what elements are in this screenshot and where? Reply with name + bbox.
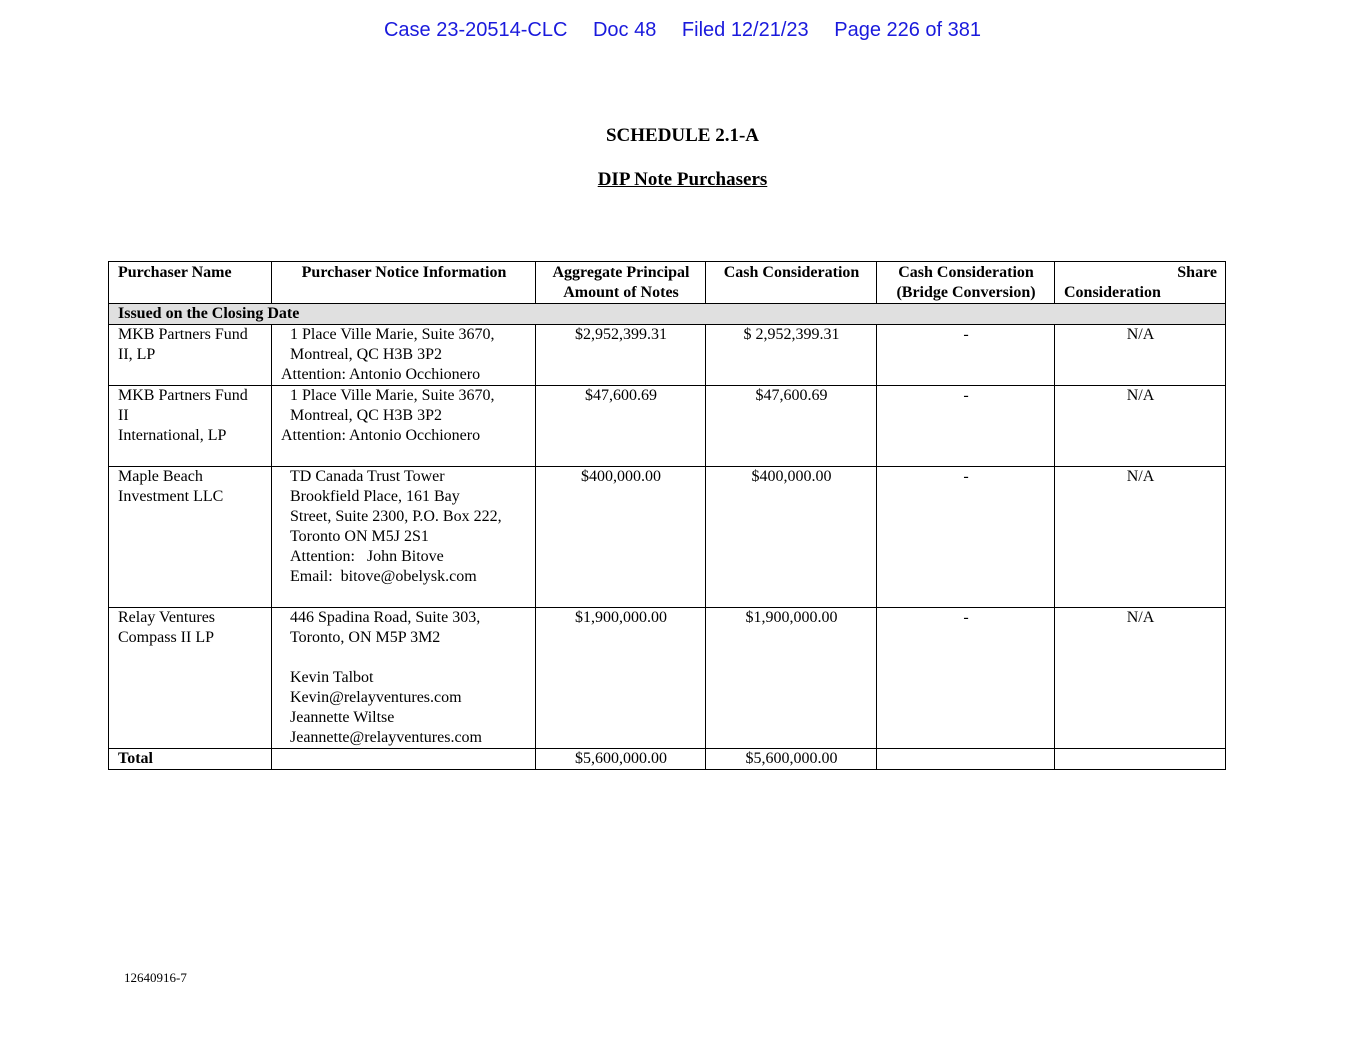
purchasers-table (108, 261, 1226, 770)
notice-line: Attention: John Bitove (290, 548, 444, 565)
case-number: Case 23-20514-CLC (383, 19, 568, 41)
notice-line: Kevin@relayventures.com (290, 689, 462, 706)
notice-line: Montreal, QC H3B 3P2 (290, 346, 442, 363)
header-cash-bridge-line2: (Bridge Conversion) (896, 284, 1036, 301)
notice-line: Toronto, ON M5P 3M2 (290, 629, 441, 646)
blank-line (290, 648, 527, 668)
name-line: Maple Beach (118, 468, 203, 485)
header-share-line1: Share (1177, 264, 1217, 281)
aggregate-amount: $1,900,000.00 (536, 608, 706, 749)
header-aggregate-line2: Amount of Notes (563, 284, 679, 301)
document-id: 12640916-7 (124, 970, 187, 985)
doc-number: Doc 48 (592, 19, 657, 41)
purchaser-name (109, 608, 272, 749)
total-empty-notice (272, 749, 536, 770)
total-row (109, 749, 1226, 770)
notice-line: Street, Suite 2300, P.O. Box 222, (290, 508, 502, 525)
header-cash-bridge-line1: Cash Consideration (898, 264, 1034, 281)
notice-line: 1 Place Ville Marie, Suite 3670, (290, 326, 495, 343)
notice-info (272, 386, 536, 467)
share-consideration: N/A (1055, 325, 1226, 386)
case-header (0, 19, 1365, 42)
name-line: MKB Partners Fund (118, 326, 248, 343)
cash-bridge: - (877, 386, 1055, 467)
header-cash-bridge (877, 262, 1055, 304)
cash-consideration: $400,000.00 (706, 467, 877, 608)
section-label: Issued on the Closing Date (109, 304, 1226, 325)
aggregate-amount: $2,952,399.31 (536, 325, 706, 386)
header-share (1055, 262, 1226, 304)
notice-line: TD Canada Trust Tower (290, 468, 445, 485)
name-line: Compass II LP (118, 629, 214, 646)
aggregate-amount: $400,000.00 (536, 467, 706, 608)
name-line: Investment LLC (118, 488, 224, 505)
notice-info (272, 325, 536, 386)
notice-line: 446 Spadina Road, Suite 303, (290, 609, 481, 626)
header-share-line2: Consideration (1064, 284, 1161, 301)
subtitle-text: DIP Note Purchasers (597, 169, 768, 190)
purchaser-name (109, 467, 272, 608)
notice-line: Jeannette@relayventures.com (290, 729, 482, 746)
header-aggregate (536, 262, 706, 304)
name-line: MKB Partners Fund (118, 387, 248, 404)
notice-info (272, 608, 536, 749)
table-row (109, 467, 1226, 608)
notice-line: Brookfield Place, 161 Bay (290, 488, 460, 505)
filed-date: Filed 12/21/23 (681, 19, 809, 41)
notice-line: Montreal, QC H3B 3P2 (290, 407, 442, 424)
notice-line: 1 Place Ville Marie, Suite 3670, (290, 387, 495, 404)
share-consideration: N/A (1055, 608, 1226, 749)
name-line: II (118, 407, 129, 424)
table-row (109, 386, 1226, 467)
table-row (109, 325, 1226, 386)
notice-line: Jeannette Wiltse (290, 709, 395, 726)
header-cash: Cash Consideration (706, 262, 877, 304)
cash-bridge: - (877, 467, 1055, 608)
total-empty-bridge (877, 749, 1055, 770)
total-label: Total (109, 749, 272, 770)
purchaser-name (109, 386, 272, 467)
cash-bridge: - (877, 325, 1055, 386)
cash-bridge: - (877, 608, 1055, 749)
notice-info (272, 467, 536, 608)
cash-consideration: $ 2,952,399.31 (706, 325, 877, 386)
section-row (109, 304, 1226, 325)
notice-line: Kevin Talbot (290, 669, 374, 686)
notice-line: Email: bitove@obelysk.com (290, 568, 477, 585)
name-line: II, LP (118, 346, 156, 363)
schedule-subtitle (0, 169, 1365, 191)
notice-line: Toronto ON M5J 2S1 (290, 528, 429, 545)
name-line: Relay Ventures (118, 609, 216, 626)
page-number: Page 226 of 381 (834, 19, 982, 41)
aggregate-amount: $47,600.69 (536, 386, 706, 467)
header-purchaser-name: Purchaser Name (109, 262, 272, 304)
purchaser-name (109, 325, 272, 386)
cash-consideration: $1,900,000.00 (706, 608, 877, 749)
total-aggregate: $5,600,000.00 (536, 749, 706, 770)
total-empty-share (1055, 749, 1226, 770)
total-cash: $5,600,000.00 (706, 749, 877, 770)
name-line: International, LP (118, 427, 227, 444)
share-consideration: N/A (1055, 467, 1226, 608)
notice-line: Attention: Antonio Occhionero (281, 427, 481, 444)
share-consideration: N/A (1055, 386, 1226, 467)
notice-line: Attention: Antonio Occhionero (281, 366, 481, 383)
header-row (109, 262, 1226, 304)
cash-consideration: $47,600.69 (706, 386, 877, 467)
schedule-title: SCHEDULE 2.1-A (605, 125, 760, 146)
table-row (109, 608, 1226, 749)
header-notice-info: Purchaser Notice Information (272, 262, 536, 304)
header-aggregate-line1: Aggregate Principal (552, 264, 690, 281)
